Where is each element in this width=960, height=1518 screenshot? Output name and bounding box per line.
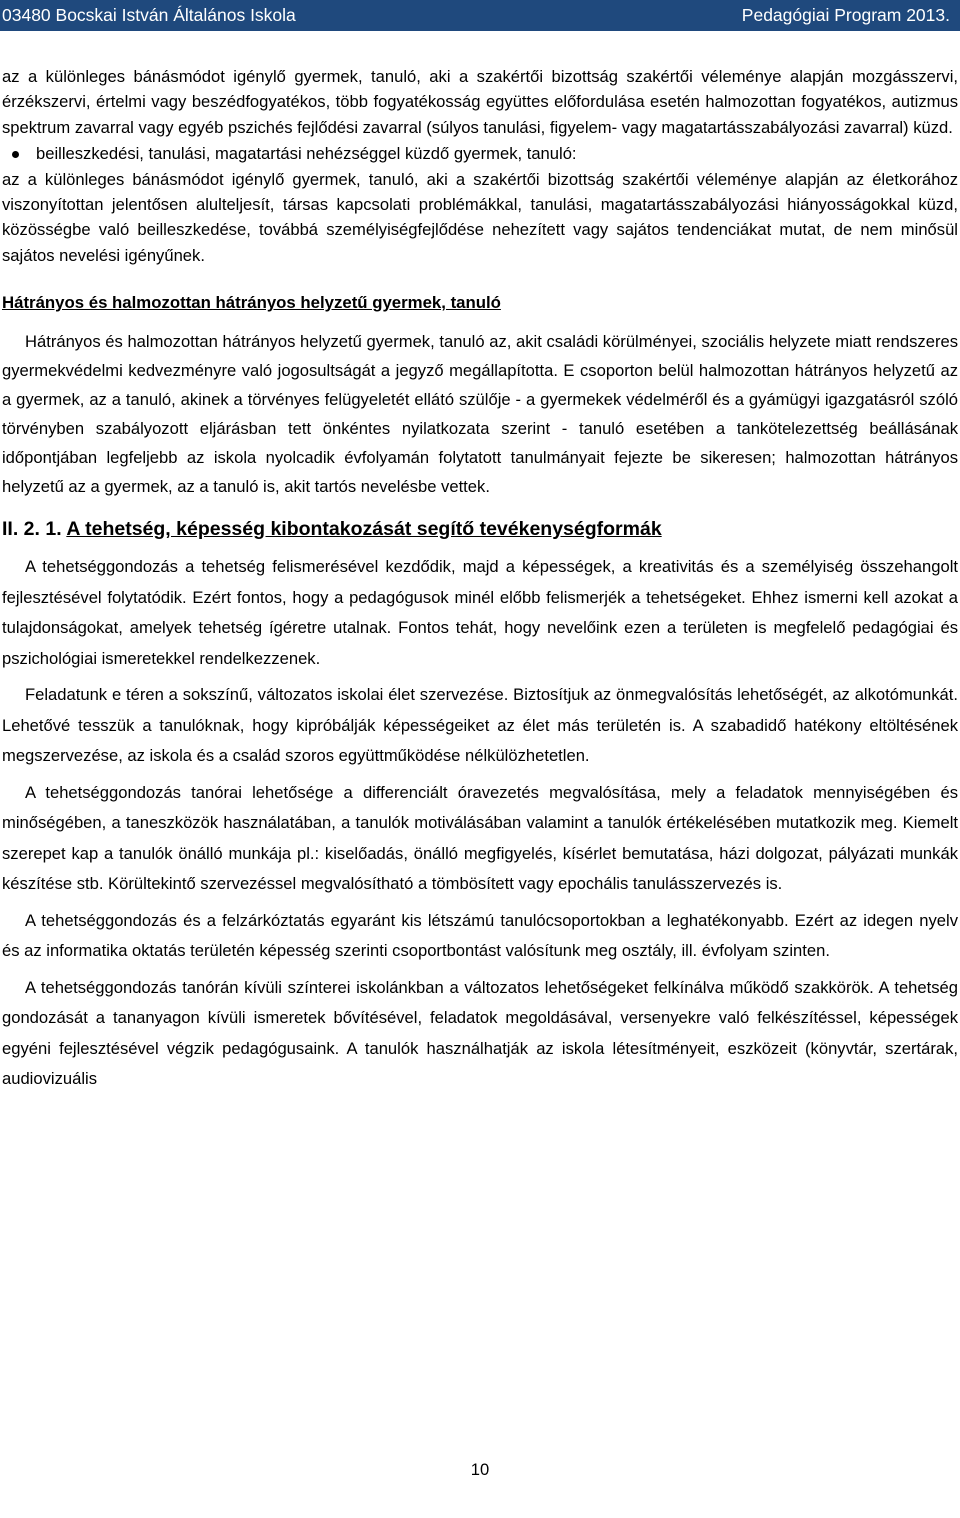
chapter-paragraph-5: A tehetséggondozás tanórán kívüli színterei iskolánkban a változatos lehetőségeket felkínálva működő szakkörök. A tehetség gondozását a tananyagon kívüli ismeretek bővítésével, feladatok megoldásával, versenyekre való felkészítéssel, képességek egyéni fejlesztésével végzik pedagógusaink. A tanulók használhatják az iskola létesítményeit, eszközeit (könyvtár, szertárak, audiovizuális <box>2 977 958 1089</box>
chapter-title: A tehetség, képesség kibontakozását segítő tevékenységformák <box>66 518 662 541</box>
chapter-paragraph-3: A tehetséggondozás tanórai lehetősége a differenciált óravezetés megvalósítása, mely a feladatok mennyiségében és minőségében, a taneszközök használatában, a tanulók motiválásában valamint a tanulók értékelésében mutatkozik meg. Kiemelt szerepet kap a tanulók önálló munkája pl.: kiselőadás, önálló megfigyelés, kísérlet bemutatása, házi dolgozat, pályázati munkák készítése stb. Körültekintő szervezéssel megvalósítható a tömbösített vagy epochális tanulásszervezés is. <box>2 782 958 894</box>
document-body <box>2 64 958 1095</box>
header-document-title: Pedagógiai Program 2013. <box>741 5 950 25</box>
bullet-title: beilleszkedési, tanulási, magatartási nehézséggel küzdő gyermek, tanuló: <box>36 144 577 164</box>
intro-paragraph: az a különleges bánásmódot igénylő gyermek, tanuló, aki a szakértői bizottság szakértői véleménye alapján mozgásszervi, érzékszervi, értelmi vagy beszédfogyatékos, több fogyatékosság együttes előfordulása esetén halmozottan fogyatékos, autizmus spektrum zavarral vagy egyéb pszichés fejlődési zavarral (súlyos tanulási, figyelem- vagy magatartásszabályozási zavarral) küzd. <box>2 67 958 137</box>
bullet-item <box>2 141 958 166</box>
page-header <box>0 0 960 31</box>
page-number: 10 <box>470 1460 490 1479</box>
bullet-paragraph: az a különleges bánásmódot igénylő gyermek, tanuló, aki a szakértői bizottság szakértői véleménye alapján az életkorához viszonyítottan jelentősen alulteljesít, társas kapcsolati problémákkal, tanulási, magatartásszabályozási hiányosságokkal küzd, közösségbe való beilleszkedése, továbbá személyiségfejlődése nehezített vagy sajátos tendenciákat mutat, de nem minősül sajátos nevelési igényűnek. <box>2 169 958 265</box>
chapter-paragraph-1: A tehetséggondozás a tehetség felismerésével kezdődik, majd a képességek, a kreativitás és a személyiség összehangolt fejlesztésével folytatódik. Ezért fontos, hogy a pedagógusok minél előbb felismerjék a tehetségeket. Ehhez ismerni kell azokat a tulajdonságokat, amelyek tehetség ígéretre utalnak. Fontos tehát, hogy nevelőink ezen a területen is megfelelő pedagógiai és pszichológiai ismeretekkel rendelkezzenek. <box>2 557 958 668</box>
chapter-number: II. 2. 1. <box>2 518 62 541</box>
chapter-paragraph-4: A tehetséggondozás és a felzárkóztatás egyaránt kis létszámú tanulócsoportokban a leghatékonyabb. Ezért az idegen nyelv és az informatika oktatás területén képesség szerinti csoportbontást valósítunk meg osztály, ill. évfolyam szinten. <box>2 910 958 961</box>
bullet-icon <box>12 151 19 158</box>
chapter-paragraph-2: Feladatunk e téren a sokszínű, változatos iskolai élet szervezése. Biztosítjuk az önmegvalósítás lehetőségét, az alkotómunkát. Lehetővé tesszük a tanulóknak, hogy kipróbálják képességeiket az élet más területén is. A szabadidő hatékony eltöltésének megszervezése, az iskola és a család szoros együttműködése nélkülözhetetlen. <box>2 685 958 766</box>
header-school-name: 03480 Bocskai István Általános Iskola <box>2 5 296 25</box>
chapter-heading <box>2 512 958 546</box>
section-paragraph: Hátrányos és halmozottan hátrányos helyzetű gyermek, tanuló az, akit családi körülményei, szociális helyzete miatt rendszeres gyermekvédelmi kedvezményre való jogosultságát a jegyző megállapította. E csoporton belül halmozottan hátrányos helyzetű az a gyermek, az a tanuló, akinek a törvényes felügyeletét ellátó szülője - a gyermekek védelméről és a gyámügyi igazgatásról szóló törvényben szabályozott eljárásban tett önkéntes nyilatkozata szerint - tanuló esetében a tankötelezettség beállásának időpontjában legfeljebb az iskola nyolcadik évfolyamán folytatott tanulmányait fejezte be sikeresen; halmozottan hátrányos helyzetű az a gyermek, az a tanuló is, akit tartós nevelésbe vettek. <box>2 332 958 497</box>
section-heading: Hátrányos és halmozottan hátrányos helyzetű gyermek, tanuló <box>2 293 501 313</box>
